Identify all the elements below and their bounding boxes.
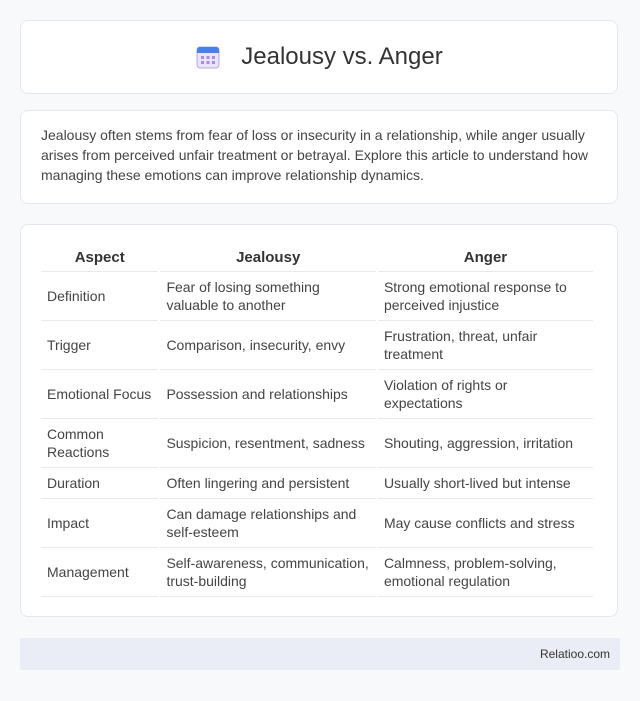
aspect-cell: Impact (41, 499, 158, 548)
comparison-table (39, 243, 595, 597)
calendar-icon (195, 44, 221, 70)
jealousy-cell: Fear of losing something valuable to another (160, 272, 376, 321)
table-row (41, 419, 593, 468)
jealousy-cell: Can damage relationships and self-esteem (160, 499, 376, 548)
anger-cell: Violation of rights or expectations (378, 370, 593, 419)
footer-site-link[interactable]: Relatioo.com (539, 647, 610, 661)
aspect-cell: Common Reactions (41, 419, 158, 468)
intro-text: Jealousy often stems from fear of loss or insecurity in a relationship, while anger usually arises from perceived unfair treatment or betrayal. Explore this article to understand how managing these emotions can improve relationship dynamics. (41, 127, 589, 183)
anger-cell: Frustration, threat, unfair treatment (378, 321, 593, 370)
anger-cell: Usually short-lived but intense (378, 468, 593, 499)
anger-cell: May cause conflicts and stress (378, 499, 593, 548)
title-card (20, 20, 618, 94)
jealousy-cell: Possession and relationships (160, 370, 376, 419)
table-row (41, 272, 593, 321)
aspect-cell: Management (41, 548, 158, 597)
comparison-card (20, 224, 618, 617)
header-anger: Anger (378, 243, 593, 272)
page-title: Jealousy vs. Anger (241, 43, 443, 70)
aspect-cell: Emotional Focus (41, 370, 158, 419)
header-aspect: Aspect (41, 243, 158, 272)
table-row (41, 370, 593, 419)
jealousy-cell: Comparison, insecurity, envy (160, 321, 376, 370)
footer (20, 638, 620, 670)
jealousy-cell: Self-awareness, communication, trust-building (160, 548, 376, 597)
table-header-row (41, 243, 593, 272)
aspect-cell: Definition (41, 272, 158, 321)
jealousy-cell: Often lingering and persistent (160, 468, 376, 499)
table-row (41, 548, 593, 597)
aspect-cell: Trigger (41, 321, 158, 370)
anger-cell: Strong emotional response to perceived injustice (378, 272, 593, 321)
intro-card (20, 110, 618, 204)
anger-cell: Calmness, problem-solving, emotional regulation (378, 548, 593, 597)
table-row (41, 468, 593, 499)
aspect-cell: Duration (41, 468, 158, 499)
header-jealousy: Jealousy (160, 243, 376, 272)
table-row (41, 321, 593, 370)
anger-cell: Shouting, aggression, irritation (378, 419, 593, 468)
table-row (41, 499, 593, 548)
jealousy-cell: Suspicion, resentment, sadness (160, 419, 376, 468)
